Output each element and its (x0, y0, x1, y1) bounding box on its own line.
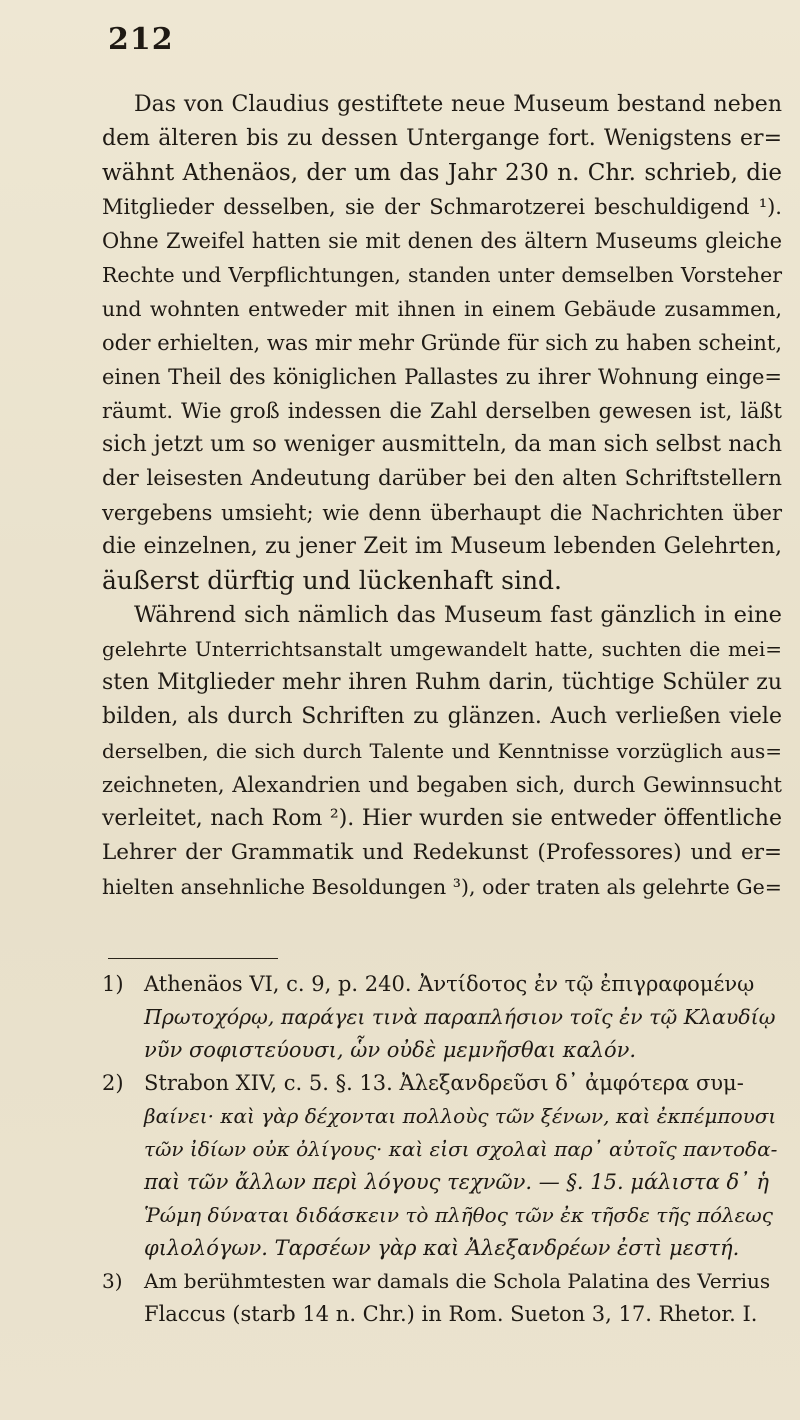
body-line: verleitet, nach Rom ²). Hier wurden sie entweder öffentliche (102, 806, 782, 831)
body-line: Das von Claudius gestiftete neue Museum bestand neben (134, 92, 782, 117)
body-line: Mitglieder desselben, sie der Schmarotzerei beschuldigend ¹). (102, 195, 782, 219)
footnote-line: Strabon XIV, c. 5. §. 13. Ἀλεξανδρεῦσι δ᾽ ἀμφότερα συμ- (144, 1071, 744, 1095)
body-line: der leisesten Andeutung darüber bei den alten Schriftstellern (102, 466, 782, 491)
body-line: Ohne Zweifel hatten sie mit denen des ältern Museums gleiche (102, 229, 782, 253)
footnote-2 (102, 1067, 782, 1100)
body-line: räumt. Wie groß indessen die Zahl derselben gewesen ist, läßt (102, 399, 782, 423)
footnote-line: φιλολόγων. Ταρσέων γὰρ καὶ Ἀλεξανδρέων ἐστὶ μεστή. (144, 1236, 740, 1260)
body-line: Rechte und Verpflichtungen, standen unter demselben Vorsteher (102, 263, 782, 287)
body-line: vergebens umsieht; wie denn überhaupt die Nachrichten über (102, 501, 782, 525)
footnote-line: Flaccus (starb 14 n. Chr.) in Rom. Sueton 3, 17. Rhetor. I. (144, 1302, 758, 1326)
body-line: wähnt Athenäos, der um das Jahr 230 n. Chr. schrieb, die (102, 160, 782, 186)
body-line: äußerst dürftig und lückenhaft sind. (102, 566, 562, 595)
body-line: hielten ansehnliche Besoldungen ³), oder traten als gelehrte Ge= (102, 875, 782, 899)
body-line: Während sich nämlich das Museum fast gänzlich in eine (134, 602, 782, 628)
body-line: die einzelnen, zu jener Zeit im Museum lebenden Gelehrten, (102, 534, 782, 559)
body-line: bilden, als durch Schriften zu glänzen. Auch verließen viele (102, 704, 782, 729)
footnote-line: τῶν ἰδίων οὐκ ὀλίγους· καὶ εἰσι σχολαὶ παρ᾽ αὐτοῖς παντοδα- (144, 1137, 778, 1161)
footnote-line: Athenäos VI, c. 9, p. 240. Ἀντίδοτος ἐν τῷ ἐπιγραφομένῳ (144, 972, 755, 996)
footnote-rule (108, 958, 278, 959)
footnote-line: παὶ τῶν ἄλλων περὶ λόγους τεχνῶν. — §. 15. μάλιστα δ᾽ ἡ (144, 1170, 769, 1194)
footnote-line: Πρωτοχόρῳ, παράγει τινὰ παραπλήσιον τοῖς ἐν τῷ Κλαυδίῳ (144, 1005, 776, 1029)
footnote-1 (102, 968, 782, 1001)
page-number: 212 (108, 22, 174, 57)
footnote-line: βαίνει· καὶ γὰρ δέχονται πολλοὺς τῶν ξένων, καὶ ἐκπέμπουσι (144, 1104, 777, 1128)
footnote-line: νῦν σοφιστεύουσι, ὧν οὐδὲ μεμνῆσθαι καλόν. (144, 1038, 637, 1062)
footnote-mark: 2) (102, 1071, 124, 1095)
body-line: einen Theil des königlichen Pallastes zu ihrer Wohnung einge= (102, 365, 782, 389)
body-line: und wohnten entweder mit ihnen in einem Gebäude zusammen, (102, 297, 782, 321)
body-line: zeichneten, Alexandrien und begaben sich, durch Gewinnsucht (102, 773, 782, 797)
body-line: gelehrte Unterrichtsanstalt umgewandelt hatte, suchten die mei= (102, 637, 782, 661)
footnote-line: Ῥώμη δύναται διδάσκειν τὸ πλῆθος τῶν ἐκ τῆσδε τῆς πόλεως (144, 1203, 773, 1227)
body-text (102, 88, 782, 904)
body-line: sten Mitglieder mehr ihren Ruhm darin, tüchtige Schüler zu (102, 670, 782, 695)
body-line: sich jetzt um so weniger ausmitteln, da man sich selbst nach (102, 432, 782, 457)
body-line: Lehrer der Grammatik und Redekunst (Professores) und er= (102, 840, 782, 865)
footnote-mark: 3) (102, 1269, 123, 1293)
footnote-line: Am berühmtesten war damals die Schola Palatina des Verrius (144, 1269, 771, 1293)
footnotes (102, 968, 782, 1331)
body-line: derselben, die sich durch Talente und Kenntnisse vorzüglich aus= (102, 739, 782, 763)
body-line: dem älteren bis zu dessen Untergange fort. Wenigstens er= (102, 126, 782, 151)
footnote-3 (102, 1265, 782, 1298)
footnote-mark: 1) (102, 972, 124, 996)
body-line: oder erhielten, was mir mehr Gründe für sich zu haben scheint, (102, 331, 782, 355)
